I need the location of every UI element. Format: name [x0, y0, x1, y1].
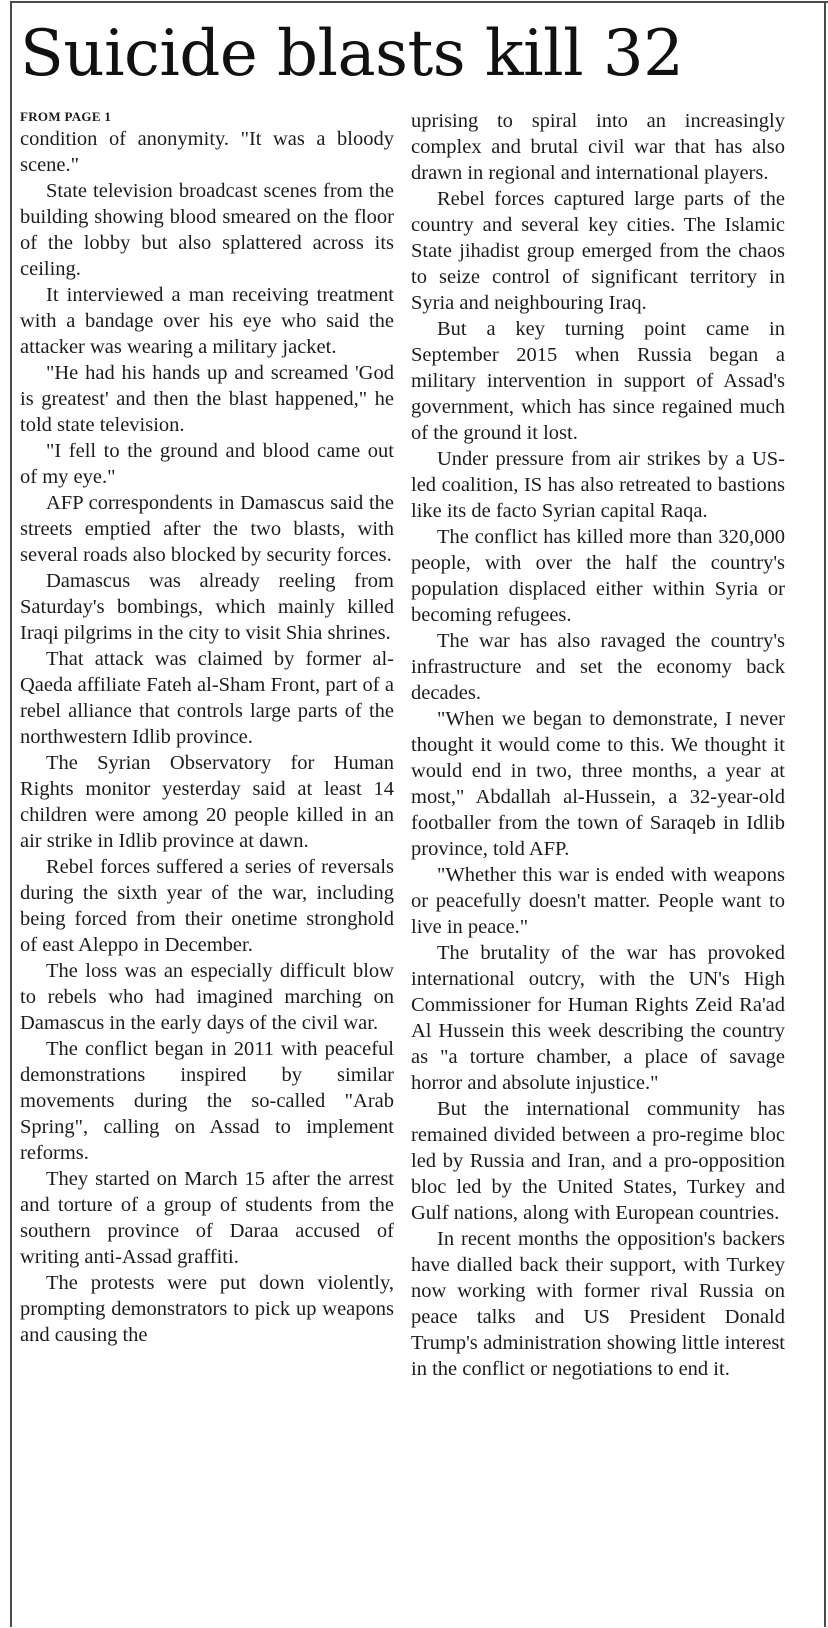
paragraph: The protests were put down violently, prompting demonstrators to pick up weapons and causing the: [20, 1272, 394, 1346]
paragraph: "I fell to the ground and blood came out of my eye.": [20, 440, 394, 488]
left-column: [20, 108, 394, 1348]
paragraph: State television broadcast scenes from the building showing blood smeared on the floor of the lobby but also splattered across its ceiling.: [20, 180, 394, 280]
paragraph: The Syrian Observatory for Human Rights monitor yesterday said at least 14 children were among 20 people killed in an air strike in Idlib province at dawn.: [20, 752, 394, 852]
paragraph: That attack was claimed by former al-Qaeda affiliate Fateh al-Sham Front, part of a rebel alliance that controls large parts of the northwestern Idlib province.: [20, 648, 394, 748]
paragraph: The conflict has killed more than 320,000 people, with over the half the country's population displaced either within Syria or becoming refugees.: [411, 526, 785, 626]
paragraph: They started on March 15 after the arrest and torture of a group of students from the southern province of Daraa accused of writing anti-Assad graffiti.: [20, 1168, 394, 1268]
paragraph: It interviewed a man receiving treatment with a bandage over his eye who said the attacker was wearing a military jacket.: [20, 284, 394, 358]
folio-from-page: FROM PAGE 1: [20, 109, 112, 124]
paragraph: Damascus was already reeling from Saturday's bombings, which mainly killed Iraqi pilgrims in the city to visit Shia shrines.: [20, 570, 394, 644]
headline: Suicide blasts kill 32: [20, 17, 684, 91]
paragraph: "He had his hands up and screamed 'God is greatest' and then the blast happened," he told state television.: [20, 362, 394, 436]
paragraph: "Whether this war is ended with weapons or peacefully doesn't matter. People want to live in peace.": [411, 864, 785, 938]
paragraph: AFP correspondents in Damascus said the streets emptied after the two blasts, with several roads also blocked by security forces.: [20, 492, 394, 566]
paragraph: The conflict began in 2011 with peaceful demonstrations inspired by similar movements during the so-called "Arab Spring", calling on Assad to implement reforms.: [20, 1038, 394, 1164]
left-border-rule: [10, 1, 12, 1627]
paragraph: Under pressure from air strikes by a US-led coalition, IS has also retreated to bastions like its de facto Syrian capital Raqa.: [411, 448, 785, 522]
paragraph: The brutality of the war has provoked international outcry, with the UN's High Commissioner for Human Rights Zeid Ra'ad Al Hussein this week describing the country as "a torture chamber, a place of savage horror and absolute injustice.": [411, 942, 785, 1094]
paragraph: In recent months the opposition's backers have dialled back their support, with Turkey now working with former rival Russia on peace talks and US President Donald Trump's administration showing little interest in the conflict or negotiations to end it.: [411, 1228, 785, 1380]
paragraph: But a key turning point came in September 2015 when Russia began a military intervention in support of Assad's government, which has since regained much of the ground it lost.: [411, 318, 785, 444]
paragraph: The loss was an especially difficult blow to rebels who had imagined marching on Damascus in the early days of the civil war.: [20, 960, 394, 1034]
paragraph: But the international community has remained divided between a pro-regime bloc led by Russia and Iran, and a pro-opposition bloc led by the United States, Turkey and Gulf nations, along with European countries.: [411, 1098, 785, 1224]
paragraph: Rebel forces captured large parts of the country and several key cities. The Islamic State jihadist group emerged from the chaos to seize control of significant territory in Syria and neighbouring Iraq.: [411, 188, 785, 314]
paragraph: condition of anonymity. "It was a bloody scene.": [20, 128, 394, 176]
paragraph: uprising to spiral into an increasingly complex and brutal civil war that has also drawn in regional and international players.: [411, 110, 785, 184]
paragraph: The war has also ravaged the country's infrastructure and set the economy back decades.: [411, 630, 785, 704]
top-border-rule: [10, 1, 828, 3]
paragraph: "When we began to demonstrate, I never thought it would come to this. We thought it would end in two, three months, a year at most," Abdallah al-Hussein, a 32-year-old footballer from the town of Saraqeb in Idlib province, told AFP.: [411, 708, 785, 860]
right-column: [411, 108, 785, 1382]
right-border-rule: [824, 1, 826, 1627]
paragraph: Rebel forces suffered a series of reversals during the sixth year of the war, including being forced from their onetime stronghold of east Aleppo in December.: [20, 856, 394, 956]
